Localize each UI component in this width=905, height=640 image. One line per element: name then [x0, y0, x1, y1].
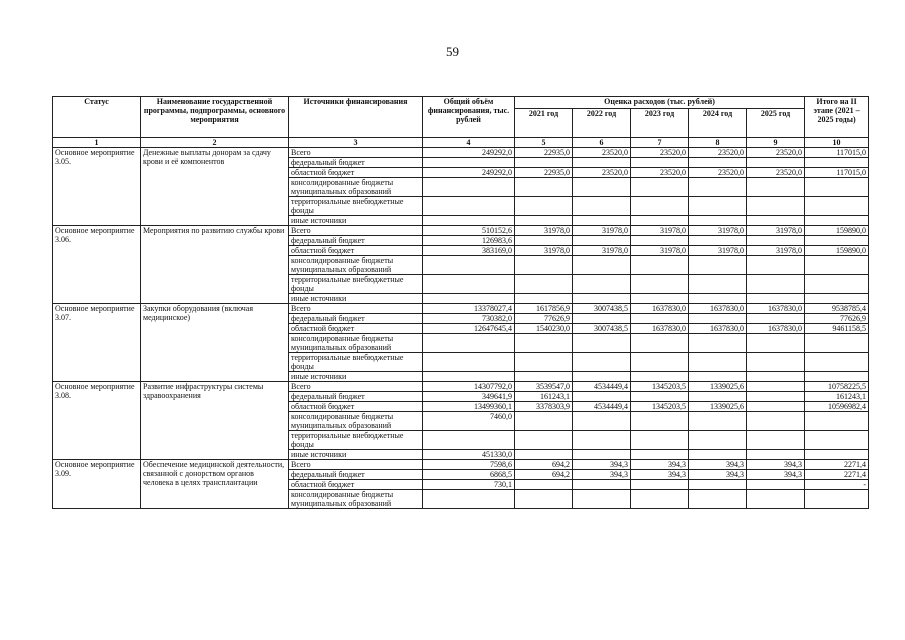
year-value-cell: 1637830,0 [689, 324, 747, 334]
stage-total-cell: 117015,0 [805, 168, 869, 178]
funding-source-cell: федеральный бюджет [289, 392, 423, 402]
stage-total-cell: 2271,4 [805, 470, 869, 480]
year-value-cell: 1637830,0 [747, 324, 805, 334]
funding-source-cell: иные источники [289, 216, 423, 226]
table-row [53, 304, 869, 314]
column-number: 2 [141, 138, 289, 148]
year-value-cell [515, 334, 573, 353]
year-value-cell [747, 334, 805, 353]
year-value-cell: 1339025,6 [689, 402, 747, 412]
funding-source-cell: федеральный бюджет [289, 470, 423, 480]
funding-source-cell: консолидированные бюджеты муниципальных образований [289, 334, 423, 353]
year-value-cell [631, 256, 689, 275]
stage-total-cell [805, 490, 869, 509]
year-value-cell [747, 178, 805, 197]
year-value-cell [515, 412, 573, 431]
year-value-cell [631, 197, 689, 216]
year-value-cell [747, 314, 805, 324]
year-value-cell: 161243,1 [515, 392, 573, 402]
year-value-cell: 4534449,4 [573, 402, 631, 412]
year-value-cell: 1345203,5 [631, 402, 689, 412]
year-value-cell [515, 431, 573, 450]
year-value-cell [631, 353, 689, 372]
year-value-cell [573, 480, 631, 490]
year-value-cell [573, 236, 631, 246]
stage-total-cell: - [805, 480, 869, 490]
total-funding-cell: 730382,0 [423, 314, 515, 324]
year-value-cell [689, 334, 747, 353]
table-row [53, 460, 869, 470]
budget-table-body [53, 148, 869, 509]
total-funding-cell [423, 294, 515, 304]
year-value-cell [747, 490, 805, 509]
total-funding-cell: 14307792,0 [423, 382, 515, 392]
header-estimate: Оценка расходов (тыс. рублей) [515, 97, 805, 109]
year-value-cell [631, 216, 689, 226]
stage-total-cell [805, 236, 869, 246]
status-cell: Основное мероприятие 3.09. [53, 460, 141, 509]
year-value-cell [573, 178, 631, 197]
funding-source-cell: областной бюджет [289, 402, 423, 412]
year-value-cell: 1637830,0 [747, 304, 805, 314]
funding-source-cell: консолидированные бюджеты муниципальных образований [289, 412, 423, 431]
year-value-cell [689, 480, 747, 490]
header-year-2024: 2024 год [689, 109, 747, 138]
column-number: 6 [573, 138, 631, 148]
funding-source-cell: территориальные внебюджетные фонды [289, 353, 423, 372]
year-value-cell: 31978,0 [689, 246, 747, 256]
total-funding-cell: 7598,6 [423, 460, 515, 470]
year-value-cell [631, 294, 689, 304]
year-value-cell: 31978,0 [631, 226, 689, 236]
year-value-cell [631, 372, 689, 382]
stage-total-cell [805, 372, 869, 382]
funding-source-cell: областной бюджет [289, 324, 423, 334]
year-value-cell [747, 256, 805, 275]
year-value-cell [573, 158, 631, 168]
year-value-cell [747, 294, 805, 304]
year-value-cell: 394,3 [689, 460, 747, 470]
year-value-cell [747, 158, 805, 168]
year-value-cell: 694,2 [515, 470, 573, 480]
year-value-cell [631, 392, 689, 402]
column-number: 7 [631, 138, 689, 148]
year-value-cell [573, 294, 631, 304]
year-value-cell: 31978,0 [573, 246, 631, 256]
total-funding-cell [423, 431, 515, 450]
year-value-cell [573, 372, 631, 382]
funding-source-cell: Всего [289, 382, 423, 392]
year-value-cell [515, 294, 573, 304]
total-funding-cell [423, 334, 515, 353]
year-value-cell [747, 236, 805, 246]
year-value-cell [689, 216, 747, 226]
column-number: 3 [289, 138, 423, 148]
year-value-cell [631, 431, 689, 450]
year-value-cell: 31978,0 [747, 226, 805, 236]
total-funding-cell: 12647645,4 [423, 324, 515, 334]
funding-source-cell: консолидированные бюджеты муниципальных образований [289, 178, 423, 197]
status-cell: Основное мероприятие 3.07. [53, 304, 141, 382]
funding-source-cell: областной бюджет [289, 246, 423, 256]
column-number: 9 [747, 138, 805, 148]
stage-total-cell: 9461158,5 [805, 324, 869, 334]
total-funding-cell [423, 256, 515, 275]
year-value-cell [573, 314, 631, 324]
stage-total-cell [805, 178, 869, 197]
year-value-cell [515, 275, 573, 294]
year-value-cell: 23520,0 [631, 168, 689, 178]
status-cell: Основное мероприятие 3.05. [53, 148, 141, 226]
header-sources: Источники финансирования [289, 97, 423, 138]
year-value-cell: 3007438,5 [573, 324, 631, 334]
year-value-cell [747, 412, 805, 431]
funding-source-cell: Всего [289, 304, 423, 314]
program-name-cell: Развитие инфраструктуры системы здравоохранения [141, 382, 289, 460]
table-row [53, 382, 869, 392]
year-value-cell: 22935,0 [515, 148, 573, 158]
year-value-cell [689, 490, 747, 509]
year-value-cell: 4534449,4 [573, 382, 631, 392]
year-value-cell: 23520,0 [747, 168, 805, 178]
year-value-cell [689, 178, 747, 197]
total-funding-cell: 13499360,1 [423, 402, 515, 412]
funding-source-cell: территориальные внебюджетные фонды [289, 197, 423, 216]
stage-total-cell [805, 158, 869, 168]
column-number-row [53, 138, 869, 148]
year-value-cell: 394,3 [573, 460, 631, 470]
year-value-cell: 23520,0 [631, 148, 689, 158]
year-value-cell: 394,3 [689, 470, 747, 480]
funding-source-cell: областной бюджет [289, 168, 423, 178]
year-value-cell [515, 490, 573, 509]
year-value-cell: 77626,9 [515, 314, 573, 324]
year-value-cell: 3007438,5 [573, 304, 631, 314]
funding-source-cell: федеральный бюджет [289, 158, 423, 168]
year-value-cell [631, 450, 689, 460]
year-value-cell [631, 236, 689, 246]
year-value-cell [747, 372, 805, 382]
year-value-cell: 31978,0 [689, 226, 747, 236]
total-funding-cell: 510152,6 [423, 226, 515, 236]
program-name-cell: Мероприятия по развитию службы крови [141, 226, 289, 304]
stage-total-cell [805, 197, 869, 216]
year-value-cell: 23520,0 [689, 168, 747, 178]
funding-source-cell: федеральный бюджет [289, 236, 423, 246]
year-value-cell [573, 392, 631, 402]
stage-total-cell: 159890,0 [805, 246, 869, 256]
table-row [53, 148, 869, 158]
funding-source-cell: Всего [289, 226, 423, 236]
status-cell: Основное мероприятие 3.06. [53, 226, 141, 304]
year-value-cell [747, 275, 805, 294]
header-year-2025: 2025 год [747, 109, 805, 138]
year-value-cell [631, 275, 689, 294]
header-total: Общий объём финансирования, тыс. рублей [423, 97, 515, 138]
year-value-cell [631, 314, 689, 324]
total-funding-cell: 349641,9 [423, 392, 515, 402]
year-value-cell: 22935,0 [515, 168, 573, 178]
funding-source-cell: иные источники [289, 372, 423, 382]
year-value-cell [573, 431, 631, 450]
column-number: 8 [689, 138, 747, 148]
year-value-cell [747, 392, 805, 402]
funding-source-cell: Всего [289, 460, 423, 470]
total-funding-cell: 7460,0 [423, 412, 515, 431]
total-funding-cell: 383169,0 [423, 246, 515, 256]
year-value-cell [689, 294, 747, 304]
year-value-cell [689, 431, 747, 450]
year-value-cell [573, 490, 631, 509]
year-value-cell [747, 450, 805, 460]
year-value-cell: 394,3 [747, 460, 805, 470]
year-value-cell [689, 412, 747, 431]
total-funding-cell [423, 275, 515, 294]
stage-total-cell [805, 275, 869, 294]
year-value-cell: 394,3 [573, 470, 631, 480]
year-value-cell: 694,2 [515, 460, 573, 470]
program-name-cell: Обеспечение медицинской деятельности, связанной с донорством органов человека в целях трансплантации [141, 460, 289, 509]
stage-total-cell: 159890,0 [805, 226, 869, 236]
column-number: 4 [423, 138, 515, 148]
total-funding-cell [423, 197, 515, 216]
year-value-cell [689, 197, 747, 216]
stage-total-cell: 2271,4 [805, 460, 869, 470]
year-value-cell: 23520,0 [573, 148, 631, 158]
year-value-cell [689, 314, 747, 324]
year-value-cell [515, 158, 573, 168]
year-value-cell [747, 382, 805, 392]
total-funding-cell: 249292,0 [423, 148, 515, 158]
total-funding-cell: 249292,0 [423, 168, 515, 178]
year-value-cell: 31978,0 [747, 246, 805, 256]
year-value-cell: 394,3 [631, 470, 689, 480]
stage-total-cell [805, 334, 869, 353]
header-status: Статус [53, 97, 141, 138]
year-value-cell [631, 490, 689, 509]
year-value-cell [515, 256, 573, 275]
stage-total-cell: 77626,9 [805, 314, 869, 324]
year-value-cell [573, 353, 631, 372]
total-funding-cell: 6868,5 [423, 470, 515, 480]
header-stage-total: Итого на II этапе (2021 – 2025 годы) [805, 97, 869, 138]
year-value-cell [573, 197, 631, 216]
year-value-cell [573, 275, 631, 294]
year-value-cell [689, 353, 747, 372]
year-value-cell [747, 216, 805, 226]
year-value-cell [573, 334, 631, 353]
year-value-cell: 394,3 [631, 460, 689, 470]
year-value-cell [689, 392, 747, 402]
year-value-cell: 1617856,9 [515, 304, 573, 314]
stage-total-cell [805, 216, 869, 226]
stage-total-cell [805, 450, 869, 460]
year-value-cell: 1637830,0 [631, 304, 689, 314]
year-value-cell [689, 275, 747, 294]
year-value-cell [689, 256, 747, 275]
stage-total-cell: 9538785,4 [805, 304, 869, 314]
year-value-cell [631, 178, 689, 197]
header-year-2022: 2022 год [573, 109, 631, 138]
header-year-2021: 2021 год [515, 109, 573, 138]
year-value-cell: 3378303,9 [515, 402, 573, 412]
year-value-cell [689, 372, 747, 382]
header-year-2023: 2023 год [631, 109, 689, 138]
year-value-cell [631, 480, 689, 490]
funding-source-cell: консолидированные бюджеты муниципальных образований [289, 256, 423, 275]
funding-source-cell: консолидированные бюджеты муниципальных образований [289, 490, 423, 509]
budget-table [52, 96, 869, 509]
year-value-cell [747, 197, 805, 216]
stage-total-cell [805, 294, 869, 304]
page-number: 59 [446, 44, 459, 59]
year-value-cell: 31978,0 [573, 226, 631, 236]
year-value-cell: 1540230,0 [515, 324, 573, 334]
total-funding-cell [423, 353, 515, 372]
total-funding-cell: 451330,0 [423, 450, 515, 460]
program-name-cell: Денежные выплаты донорам за сдачу крови и её компонентов [141, 148, 289, 226]
total-funding-cell: 13378027,4 [423, 304, 515, 314]
year-value-cell [515, 236, 573, 246]
year-value-cell [747, 431, 805, 450]
stage-total-cell: 10758225,5 [805, 382, 869, 392]
program-name-cell: Закупки оборудования (включая медицинское) [141, 304, 289, 382]
column-number: 5 [515, 138, 573, 148]
year-value-cell [515, 216, 573, 226]
total-funding-cell [423, 372, 515, 382]
year-value-cell: 23520,0 [689, 148, 747, 158]
stage-total-cell [805, 256, 869, 275]
year-value-cell [747, 480, 805, 490]
stage-total-cell [805, 412, 869, 431]
year-value-cell [515, 353, 573, 372]
total-funding-cell [423, 490, 515, 509]
year-value-cell [631, 158, 689, 168]
year-value-cell: 23520,0 [573, 168, 631, 178]
funding-source-cell: областной бюджет [289, 480, 423, 490]
year-value-cell [689, 450, 747, 460]
funding-source-cell: территориальные внебюджетные фонды [289, 431, 423, 450]
stage-total-cell: 10596982,4 [805, 402, 869, 412]
year-value-cell: 1339025,6 [689, 382, 747, 392]
year-value-cell [573, 216, 631, 226]
total-funding-cell [423, 158, 515, 168]
year-value-cell: 3539547,0 [515, 382, 573, 392]
year-value-cell: 31978,0 [515, 246, 573, 256]
funding-source-cell: иные источники [289, 294, 423, 304]
year-value-cell [515, 372, 573, 382]
funding-source-cell: территориальные внебюджетные фонды [289, 275, 423, 294]
year-value-cell [515, 480, 573, 490]
year-value-cell [515, 197, 573, 216]
funding-source-cell: Всего [289, 148, 423, 158]
year-value-cell [631, 334, 689, 353]
stage-total-cell: 117015,0 [805, 148, 869, 158]
column-number: 10 [805, 138, 869, 148]
stage-total-cell [805, 431, 869, 450]
total-funding-cell [423, 178, 515, 197]
year-value-cell: 1637830,0 [689, 304, 747, 314]
year-value-cell: 31978,0 [631, 246, 689, 256]
year-value-cell [515, 178, 573, 197]
year-value-cell [631, 412, 689, 431]
year-value-cell [689, 236, 747, 246]
status-cell: Основное мероприятие 3.08. [53, 382, 141, 460]
year-value-cell [573, 256, 631, 275]
total-funding-cell: 730,1 [423, 480, 515, 490]
total-funding-cell: 126983,6 [423, 236, 515, 246]
column-number: 1 [53, 138, 141, 148]
year-value-cell: 23520,0 [747, 148, 805, 158]
year-value-cell: 1637830,0 [631, 324, 689, 334]
table-row [53, 226, 869, 236]
year-value-cell: 394,3 [747, 470, 805, 480]
stage-total-cell [805, 353, 869, 372]
total-funding-cell [423, 216, 515, 226]
year-value-cell [515, 450, 573, 460]
year-value-cell [689, 158, 747, 168]
stage-total-cell: 161243,1 [805, 392, 869, 402]
year-value-cell: 1345203,5 [631, 382, 689, 392]
funding-source-cell: иные источники [289, 450, 423, 460]
funding-source-cell: федеральный бюджет [289, 314, 423, 324]
header-name: Наименование государственной программы, подпрограммы, основного мероприятия [141, 97, 289, 138]
year-value-cell [573, 412, 631, 431]
year-value-cell [573, 450, 631, 460]
year-value-cell [747, 353, 805, 372]
year-value-cell: 31978,0 [515, 226, 573, 236]
year-value-cell [747, 402, 805, 412]
